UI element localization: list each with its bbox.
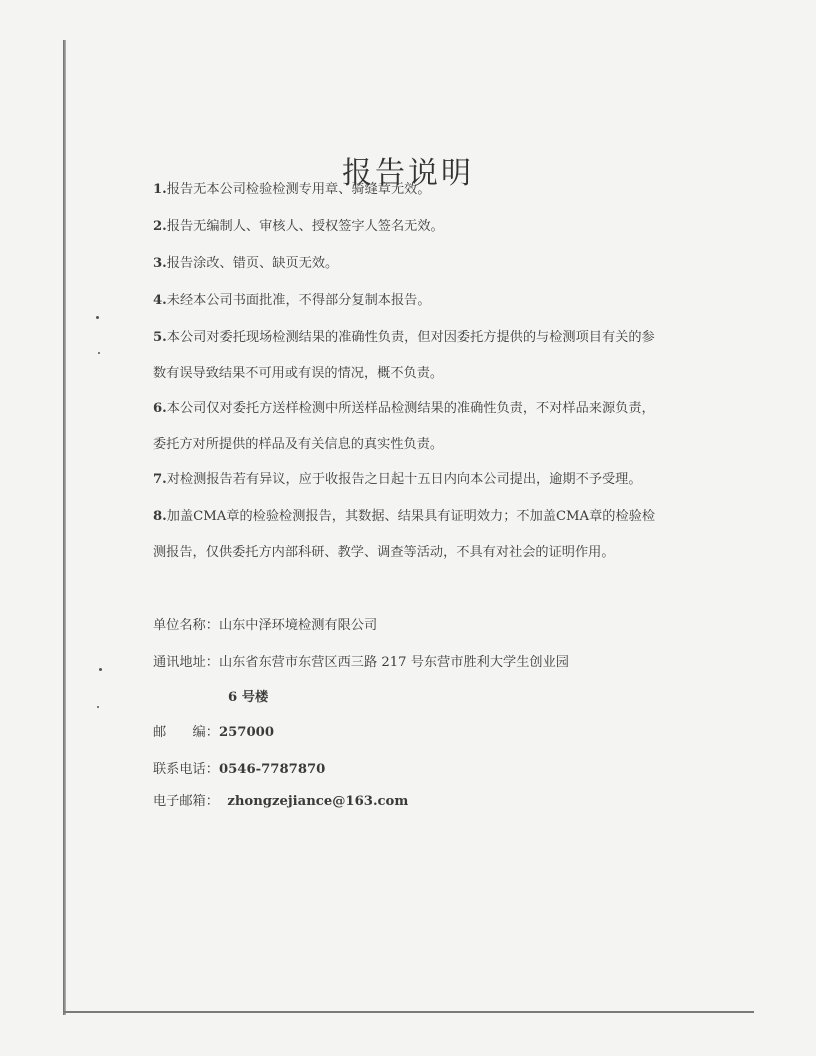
email-row	[153, 790, 408, 809]
scan-speck	[99, 668, 102, 671]
item-text: 报告涂改、错页、缺页无效。	[166, 256, 339, 271]
item-text: 加盖CMA章的检验检测报告，其数据、结果具有证明效力；不加盖CMA章的检验检	[166, 509, 656, 524]
address-value-continued: 6 号楼	[228, 690, 269, 705]
item-text-continued: 测报告，仅供委托方内部科研、教学、调查等活动，不具有对社会的证明作用。	[153, 545, 615, 560]
scan-speck	[97, 706, 99, 708]
scan-speck	[98, 352, 100, 354]
address-row	[153, 651, 569, 670]
item-text: 本公司对委托现场检测结果的准确性负责，但对因委托方提供的与检测项目有关的参	[166, 330, 655, 345]
company-name-label: 单位名称：	[153, 618, 219, 633]
scan-speck	[96, 316, 99, 319]
postcode-value: 257000	[218, 725, 274, 740]
statement-item-2	[153, 209, 713, 245]
item-number: 8.	[153, 509, 167, 524]
page-title: 报告说明	[342, 156, 474, 192]
phone-label: 联系电话：	[153, 762, 219, 777]
item-text: 对检测报告若有异议，应于收报告之日起十五日内向本公司提出，逾期不予受理。	[166, 472, 642, 487]
item-text: 未经本公司书面批准，不得部分复制本报告。	[166, 293, 431, 308]
item-number: 1.	[153, 182, 167, 197]
item-number: 2.	[153, 219, 167, 234]
company-name-row	[153, 614, 377, 633]
item-text: 报告无本公司检验检测专用章、骑缝章无效。	[166, 182, 431, 197]
phone-value: 0546-7787870	[218, 762, 326, 777]
item-number: 5.	[153, 330, 167, 345]
statement-item-8	[153, 499, 713, 571]
statement-item-6	[153, 391, 713, 463]
email-value: zhongzejiance@163.com	[227, 794, 409, 809]
item-number: 4.	[153, 293, 167, 308]
email-label: 电子邮箱：	[153, 794, 219, 809]
item-text: 报告无编制人、审核人、授权签字人签名无效。	[166, 219, 444, 234]
statement-item-7	[153, 462, 713, 498]
item-number: 7.	[153, 472, 167, 487]
item-text-continued: 数有误导致结果不可用或有误的情况，概不负责。	[153, 366, 444, 381]
postcode-label: 邮 编：	[153, 725, 219, 740]
item-number: 6.	[153, 401, 167, 416]
statement-item-4	[153, 283, 713, 319]
item-number: 3.	[153, 256, 167, 271]
item-text: 本公司仅对委托方送样检测中所送样品检测结果的准确性负责，不对样品来源负责，	[166, 401, 655, 416]
statement-item-3	[153, 246, 713, 282]
postcode-row	[153, 721, 274, 740]
address-value: 山东省东营市东营区西三路 217 号东营市胜利大学生创业园	[218, 655, 569, 670]
statement-item-1	[153, 172, 713, 208]
item-text-continued: 委托方对所提供的样品及有关信息的真实性负责。	[153, 437, 444, 452]
address-label: 通讯地址：	[153, 655, 219, 670]
page-edge-shadow-bottom	[64, 1011, 754, 1013]
company-name-value: 山东中泽环境检测有限公司	[218, 618, 378, 633]
phone-row	[153, 758, 325, 777]
address-row-continued	[228, 686, 268, 705]
statement-item-5	[153, 320, 713, 392]
